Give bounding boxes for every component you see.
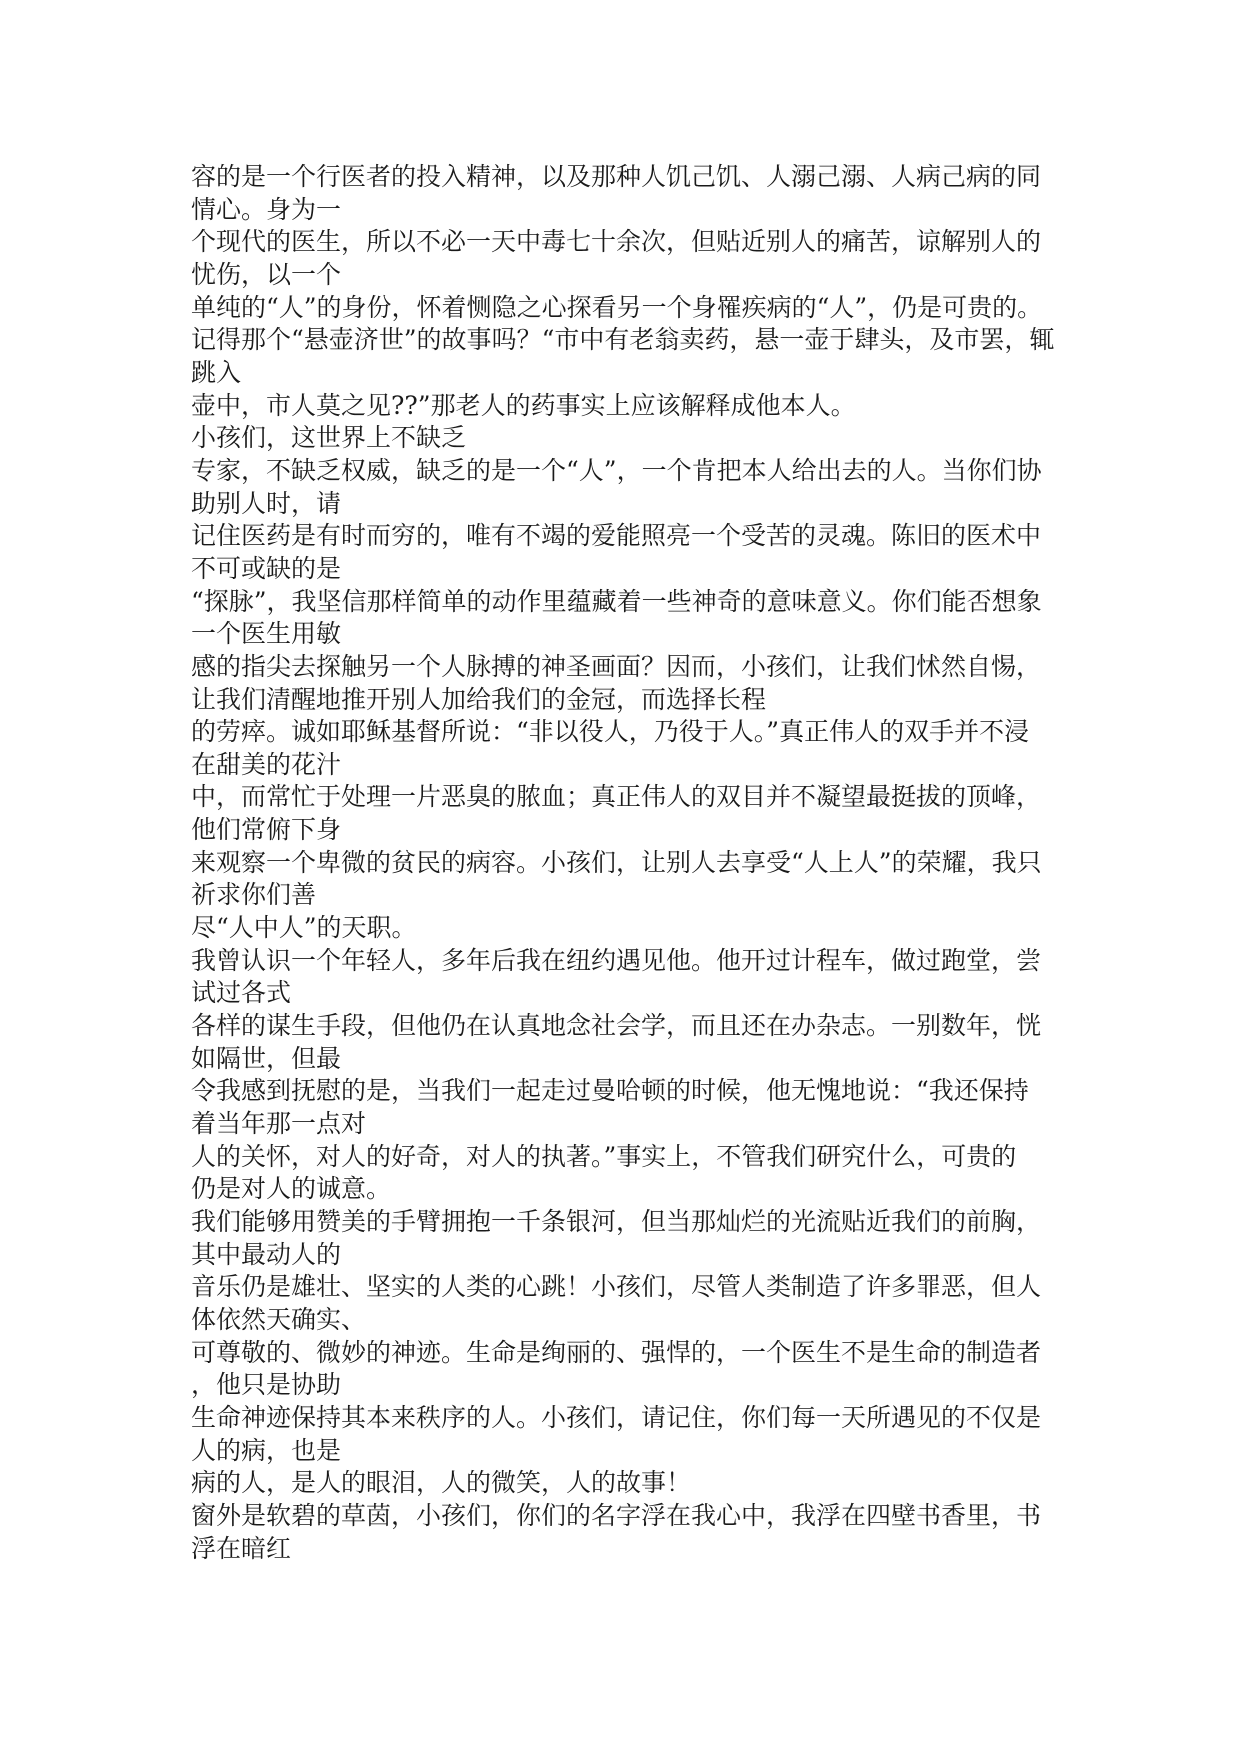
text-line: 人的病，也是 — [191, 1435, 342, 1465]
text-line: 记得那个“悬壶济世”的故事吗？“市中有老翁卖药，悬一壶于肆头，及市罢，辄 — [191, 325, 1055, 355]
text-line: 祈求你们善 — [191, 880, 317, 910]
text-line: “探脉”，我坚信那样简单的动作里蕴藏着一些神奇的意味意义。你们能否想象 — [191, 586, 1042, 616]
text-line: 各样的谋生手段，但他仍在认真地念社会学，而且还在办杂志。一别数年，恍 — [191, 1011, 1042, 1041]
text-line: 中，而常忙于处理一片恶臭的脓血；真正伟人的双目并不凝望最挺拔的顶峰， — [191, 782, 1042, 812]
text-line: 着当年那一点对 — [191, 1109, 367, 1139]
text-line: 他们常俯下身 — [191, 815, 342, 845]
text-line: 容的是一个行医者的投入精神，以及那种人饥己饥、人溺己溺、人病己病的同 — [191, 162, 1042, 191]
text-line: 我们能够用赞美的手臂拥抱一千条银河，但当那灿烂的光流贴近我们的前胸， — [191, 1207, 1042, 1236]
text-line: 的劳瘁。诚如耶稣基督所说：“非以役人，乃役于人。”真正伟人的双手并不浸 — [191, 717, 1030, 747]
text-line: 单纯的“人”的身份，怀着恻隐之心探看另一个身罹疾病的“人”，仍是可贵的。 — [191, 292, 1043, 322]
text-line: ，他只是协助 — [191, 1370, 342, 1400]
text-line: 情心。身为一 — [191, 194, 342, 224]
text-line: 跳入 — [191, 357, 242, 387]
text-line: 令我感到抚慰的是，当我们一起走过曼哈顿的时候，他无愧地说：“我还保持 — [191, 1076, 1029, 1106]
text-line: 如隔世，但最 — [191, 1043, 342, 1073]
text-line: 壶中，市人莫之见??”那老人的药事实上应该解释成他本人。 — [191, 390, 856, 420]
text-line: 让我们清醒地推开别人加给我们的金冠，而选择长程 — [191, 684, 767, 714]
body-text — [191, 161, 1191, 1565]
text-line: 生命神迹保持其本来秩序的人。小孩们，请记住，你们每一天所遇见的不仅是 — [191, 1402, 1042, 1432]
text-line: 试过各式 — [191, 978, 292, 1008]
text-line: 忧伤，以一个 — [191, 259, 342, 289]
text-line: 病的人，是人的眼泪，人的微笑，人的故事！ — [191, 1468, 692, 1498]
text-line: 不可或缺的是 — [191, 553, 342, 583]
text-line: 音乐仍是雄壮、坚实的人类的心跳！小孩们，尽管人类制造了许多罪恶，但人 — [191, 1272, 1042, 1302]
text-line: 专家，不缺乏权威，缺乏的是一个“人”，一个肯把本人给出去的人。当你们协 — [191, 455, 1042, 485]
text-line: 我曾认识一个年轻人，多年后我在纽约遇见他。他开过计程车，做过跑堂，尝 — [191, 945, 1042, 975]
text-line: 个现代的医生，所以不必一天中毒七十余次，但贴近别人的痛苦，谅解别人的 — [191, 227, 1042, 257]
text-line: 一个医生用敏 — [191, 619, 342, 649]
text-line: 体依然天确实、 — [191, 1304, 367, 1334]
text-line: 可尊敬的、微妙的神迹。生命是绚丽的、强悍的，一个医生不是生命的制造者 — [191, 1337, 1042, 1367]
text-line: 仍是对人的诚意。 — [191, 1174, 392, 1204]
text-line: 记住医药是有时而穷的，唯有不竭的爱能照亮一个受苦的灵魂。陈旧的医术中 — [191, 521, 1042, 551]
text-line: 助别人时，请 — [191, 488, 342, 518]
text-line: 浮在暗红 — [191, 1533, 292, 1563]
text-line: 感的指尖去探触另一个人脉搏的神圣画面？因而，小孩们，让我们怵然自惕， — [191, 651, 1042, 681]
text-line: 在甜美的花汁 — [191, 749, 342, 779]
text-line: 人的关怀，对人的好奇，对人的执著。”事实上，不管我们研究什么，可贵的 — [191, 1141, 1017, 1171]
text-line: 窗外是软碧的草茵，小孩们，你们的名字浮在我心中，我浮在四壁书香里，书 — [191, 1500, 1042, 1530]
text-line: 尽“人中人”的天职。 — [191, 913, 417, 943]
text-line: 小孩们，这世界上不缺乏 — [191, 423, 467, 453]
text-line: 其中最动人的 — [191, 1239, 342, 1269]
text-line: 来观察一个卑微的贫民的病容。小孩们，让别人去享受“人上人”的荣耀，我只 — [191, 847, 1042, 877]
